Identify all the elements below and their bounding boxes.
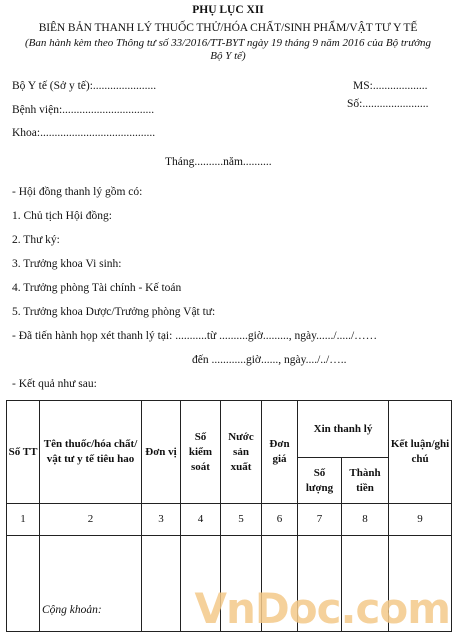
header-unit: Đơn vị (142, 401, 181, 504)
header-name: Tên thuốc/hóa chất/ vật tư y tế tiêu hao (40, 401, 142, 504)
document-subtitle: (Ban hành kèm theo Thông tư số 33/2016/TT-BYT ngày 19 tháng 9 năm 2016 của Bộ trưởng Bộ Y tế) (24, 37, 432, 62)
column-number: 6 (262, 504, 298, 536)
total-label: Cộng khoản: (42, 604, 102, 616)
member-item: 4. Trưởng phòng Tài chính - Kế toán (12, 282, 182, 294)
member-item: 2. Thư ký: (12, 234, 60, 246)
header-country: Nước sản xuất (221, 401, 262, 504)
header-control-number: Số kiểm soát (181, 401, 221, 504)
member-item: 5. Trưởng khoa Dược/Trưởng phòng Vật tư: (12, 306, 216, 318)
hospital-field: Bệnh viện:................................ (12, 104, 155, 116)
column-number: 5 (221, 504, 262, 536)
column-number: 2 (40, 504, 142, 536)
header-liquidation-request: Xin thanh lý (298, 401, 389, 458)
header-conclusion: Kết luận/ghi chú (389, 401, 452, 504)
document-heading: BIÊN BẢN THANH LÝ THUỐC THỬ/HÓA CHẤT/SINH PHẨM/VẬT TƯ Y TẾ (38, 22, 418, 34)
ms-field: MS:................... (353, 80, 428, 92)
ministry-field: Bộ Y tế (Sở y tế):...................... (12, 80, 157, 92)
column-number: 8 (342, 504, 389, 536)
table-cell (142, 536, 181, 632)
column-number: 1 (7, 504, 40, 536)
meeting-line-1: - Đã tiến hành họp xét thanh lý tại: ...........từ ..........giờ........., ngày....../...../…… (12, 330, 378, 342)
column-number: 9 (389, 504, 452, 536)
header-quantity: Số lượng (298, 458, 342, 504)
result-heading: - Kết quả như sau: (12, 378, 97, 390)
month-year-field: Tháng..........năm.......... (165, 156, 272, 168)
table-cell (7, 536, 40, 632)
meeting-line-2: đến ............giờ......, ngày..../../….. (192, 354, 347, 366)
column-number: 3 (142, 504, 181, 536)
member-item: 1. Chủ tịch Hội đồng: (12, 210, 112, 222)
appendix-title: PHỤ LỤC XII (192, 4, 264, 16)
council-heading: - Hội đồng thanh lý gồm có: (12, 186, 143, 198)
header-amount: Thành tiền (342, 458, 389, 504)
header-stt: Số TT (7, 401, 40, 504)
table-cell (40, 536, 142, 632)
column-number: 7 (298, 504, 342, 536)
department-field: Khoa:........................................ (12, 127, 156, 139)
member-item: 3. Trưởng khoa Vi sinh: (12, 258, 122, 270)
vndoc-watermark: VnDoc.com (194, 584, 450, 633)
header-unit-price: Đơn giá (262, 401, 298, 504)
column-number: 4 (181, 504, 221, 536)
number-field: Số:....................... (347, 98, 429, 110)
